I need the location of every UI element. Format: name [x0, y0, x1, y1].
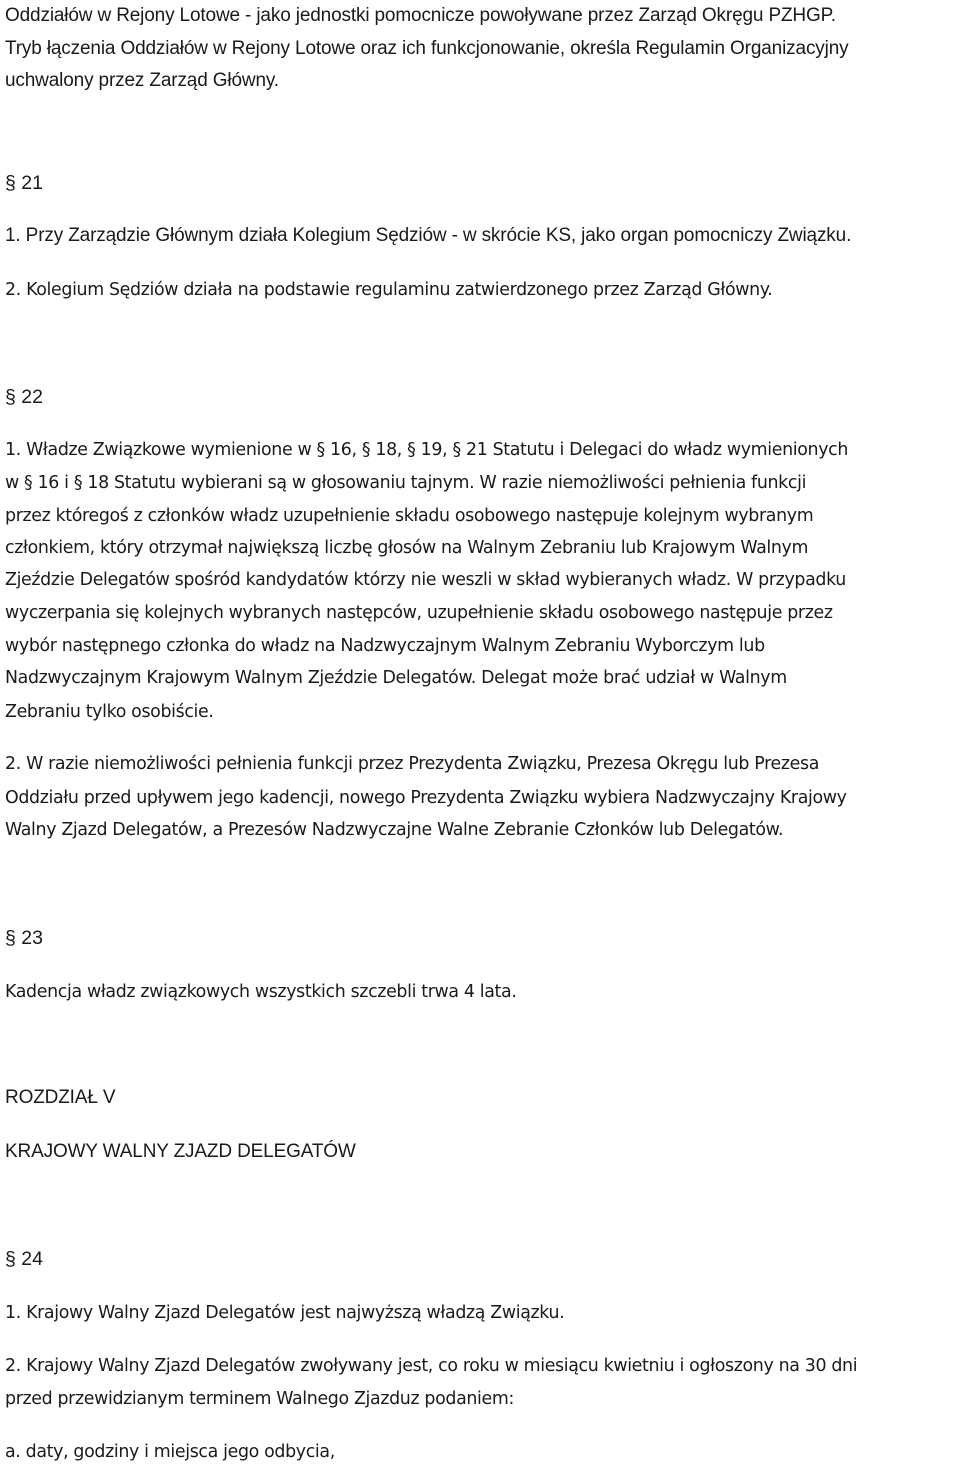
text-line: Nadzwyczajnym Krajowym Walnym Zjeździe Delegatów. Delegat może brać udział w Walnym [5, 668, 787, 688]
text-line: Walny Zjazd Delegatów, a Prezesów Nadzwyczajne Walne Zebranie Członków lub Delegatów. [5, 820, 784, 840]
text-line: 2. Krajowy Walny Zjazd Delegatów zwoływany jest, co roku w miesiącu kwietniu i ogłoszony na 30 dni [5, 1356, 858, 1376]
text-line: 2. Kolegium Sędziów działa na podstawie regulaminu zatwierdzonego przez Zarząd Główny. [5, 280, 773, 300]
text-line: 1. Krajowy Walny Zjazd Delegatów jest najwyższą władzą Związku. [5, 1303, 565, 1323]
section-number: § 23 [5, 927, 43, 949]
text-line: wybór następnego członka do władz na Nadzwyczajnym Walnym Zebraniu Wyborczym lub [5, 636, 765, 656]
section-number: § 22 [5, 386, 43, 408]
text-line: 2. W razie niemożliwości pełnienia funkcji przez Prezydenta Związku, Prezesa Okręgu lub Prezesa [5, 754, 820, 774]
chapter-heading: ROZDZIAŁ V [5, 1087, 116, 1108]
section-number: § 21 [5, 172, 43, 194]
text-line: 1. Przy Zarządzie Głównym działa Kolegium Sędziów - w skrócie KS, jako organ pomocniczy Związku. [5, 225, 852, 246]
text-line: wyczerpania się kolejnych wybranych następców, uzupełnienie składu osobowego następuje przez [5, 603, 833, 623]
text-line: a. daty, godziny i miejsca jego odbycia, [5, 1442, 335, 1462]
text-line: w § 16 i § 18 Statutu wybierani są w głosowaniu tajnym. W razie niemożliwości pełnienia funkcji [5, 473, 807, 493]
text-line: Oddziałów w Rejony Lotowe - jako jednostki pomocnicze powoływane przez Zarząd Okręgu PZHGP. [5, 5, 836, 26]
text-line: przez któregoś z członków władz uzupełnienie składu osobowego następuje kolejnym wybranym [5, 506, 814, 526]
text-line: 1. Władze Związkowe wymienione w § 16, § 18, § 19, § 21 Statutu i Delegaci do władz wymienionych [5, 440, 849, 460]
text-line: Tryb łączenia Oddziałów w Rejony Lotowe oraz ich funkcjonowanie, określa Regulamin Organizacyjny [5, 38, 849, 59]
section-number: § 24 [5, 1248, 43, 1270]
text-line: Oddziału przed upływem jego kadencji, nowego Prezydenta Związku wybiera Nadzwyczajny Krajowy [5, 788, 847, 808]
text-line: Zebraniu tylko osobiście. [5, 702, 214, 722]
text-line: Zjeździe Delegatów spośród kandydatów którzy nie weszli w skład wybieranych władz. W przypadku [5, 570, 846, 590]
text-line: uchwalony przez Zarząd Główny. [5, 70, 279, 91]
text-line: Kadencja władz związkowych wszystkich szczebli trwa 4 lata. [5, 982, 517, 1002]
text-line: przed przewidzianym terminem Walnego Zjazduz podaniem: [5, 1389, 514, 1409]
chapter-title: KRAJOWY WALNY ZJAZD DELEGATÓW [5, 1141, 356, 1162]
text-line: członkiem, który otrzymał największą liczbę głosów na Walnym Zebraniu lub Krajowym Walnym [5, 538, 809, 558]
